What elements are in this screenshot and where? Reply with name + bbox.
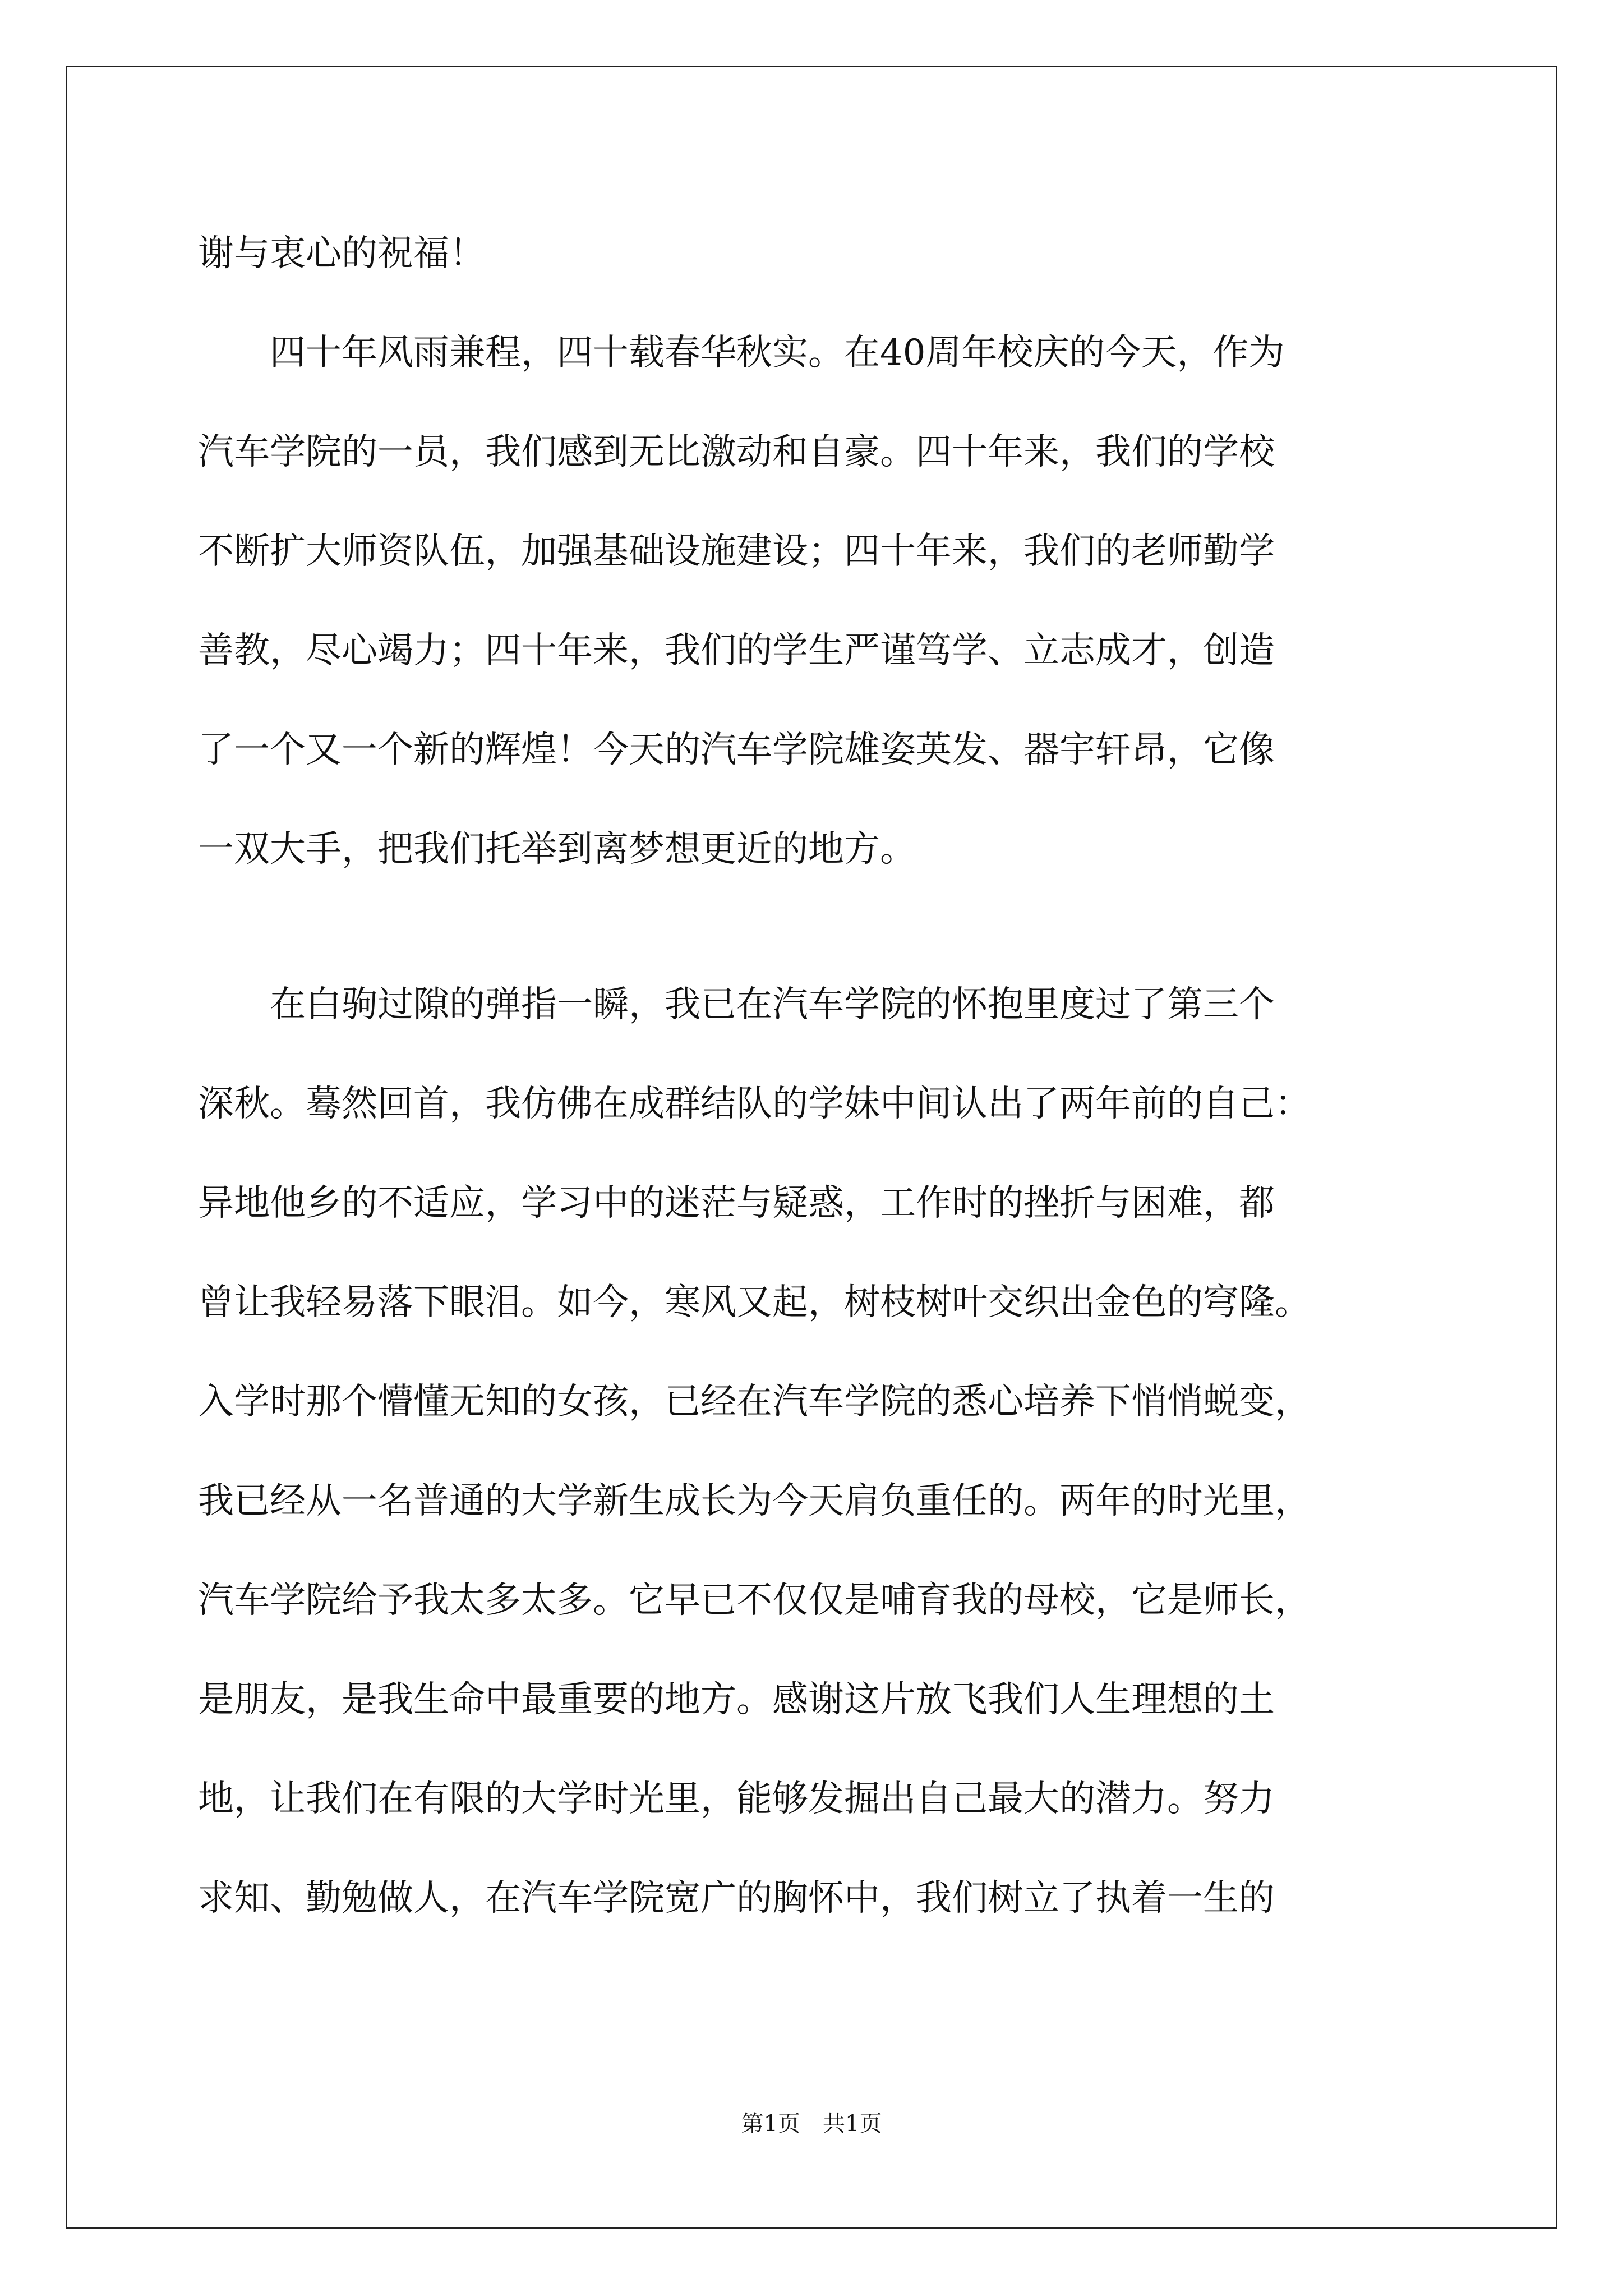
page-footer: 第1页 共1页	[741, 2111, 882, 2137]
body-line-1: 谢与衷心的祝福！	[198, 233, 485, 274]
body-line-13: 我已经从一名普通的大学新生成长为今天肩负重任的。两年的时光里，	[198, 1480, 1311, 1522]
body-line-15: 是朋友，是我生命中最重要的地方。感谢这片放飞我们人生理想的土	[198, 1679, 1275, 1720]
body-line-3: 汽车学院的一员，我们感到无比激动和自豪。四十年来，我们的学校	[198, 431, 1275, 473]
body-line-12: 入学时那个懵懂无知的女孩，已经在汽车学院的悉心培养下悄悄蜕变，	[198, 1381, 1311, 1423]
body-line-10: 异地他乡的不适应，学习中的迷茫与疑惑，工作时的挫折与困难，都	[198, 1182, 1275, 1224]
body-line-8: 在白驹过隙的弹指一瞬，我已在汽车学院的怀抱里度过了第三个	[198, 984, 1275, 1025]
body-line-2: 四十年风雨兼程，四十载春华秋实。在40周年校庆的今天，作为	[198, 332, 1285, 374]
body-line-17: 求知、勤勉做人，在汽车学院宽广的胸怀中，我们树立了执着一生的	[198, 1878, 1275, 1919]
body-line-14: 汽车学院给予我太多太多。它早已不仅仅是哺育我的母校，它是师长，	[198, 1580, 1311, 1621]
body-line-16: 地，让我们在有限的大学时光里，能够发掘出自己最大的潜力。努力	[198, 1778, 1275, 1820]
body-line-7: 一双大手，把我们托举到离梦想更近的地方。	[198, 829, 916, 870]
body-line-9: 深秋。蓦然回首，我仿佛在成群结队的学妹中间认出了两年前的自己：	[198, 1083, 1311, 1125]
body-line-4: 不断扩大师资队伍，加强基础设施建设；四十年来，我们的老师勤学	[198, 531, 1275, 572]
body-line-11: 曾让我轻易落下眼泪。如今，寒风又起，树枝树叶交织出金色的穹隆。	[198, 1282, 1311, 1323]
body-line-6: 了一个又一个新的辉煌！今天的汽车学院雄姿英发、器宇轩昂，它像	[198, 729, 1275, 771]
body-line-5: 善教，尽心竭力；四十年来，我们的学生严谨笃学、立志成才，创造	[198, 630, 1275, 671]
